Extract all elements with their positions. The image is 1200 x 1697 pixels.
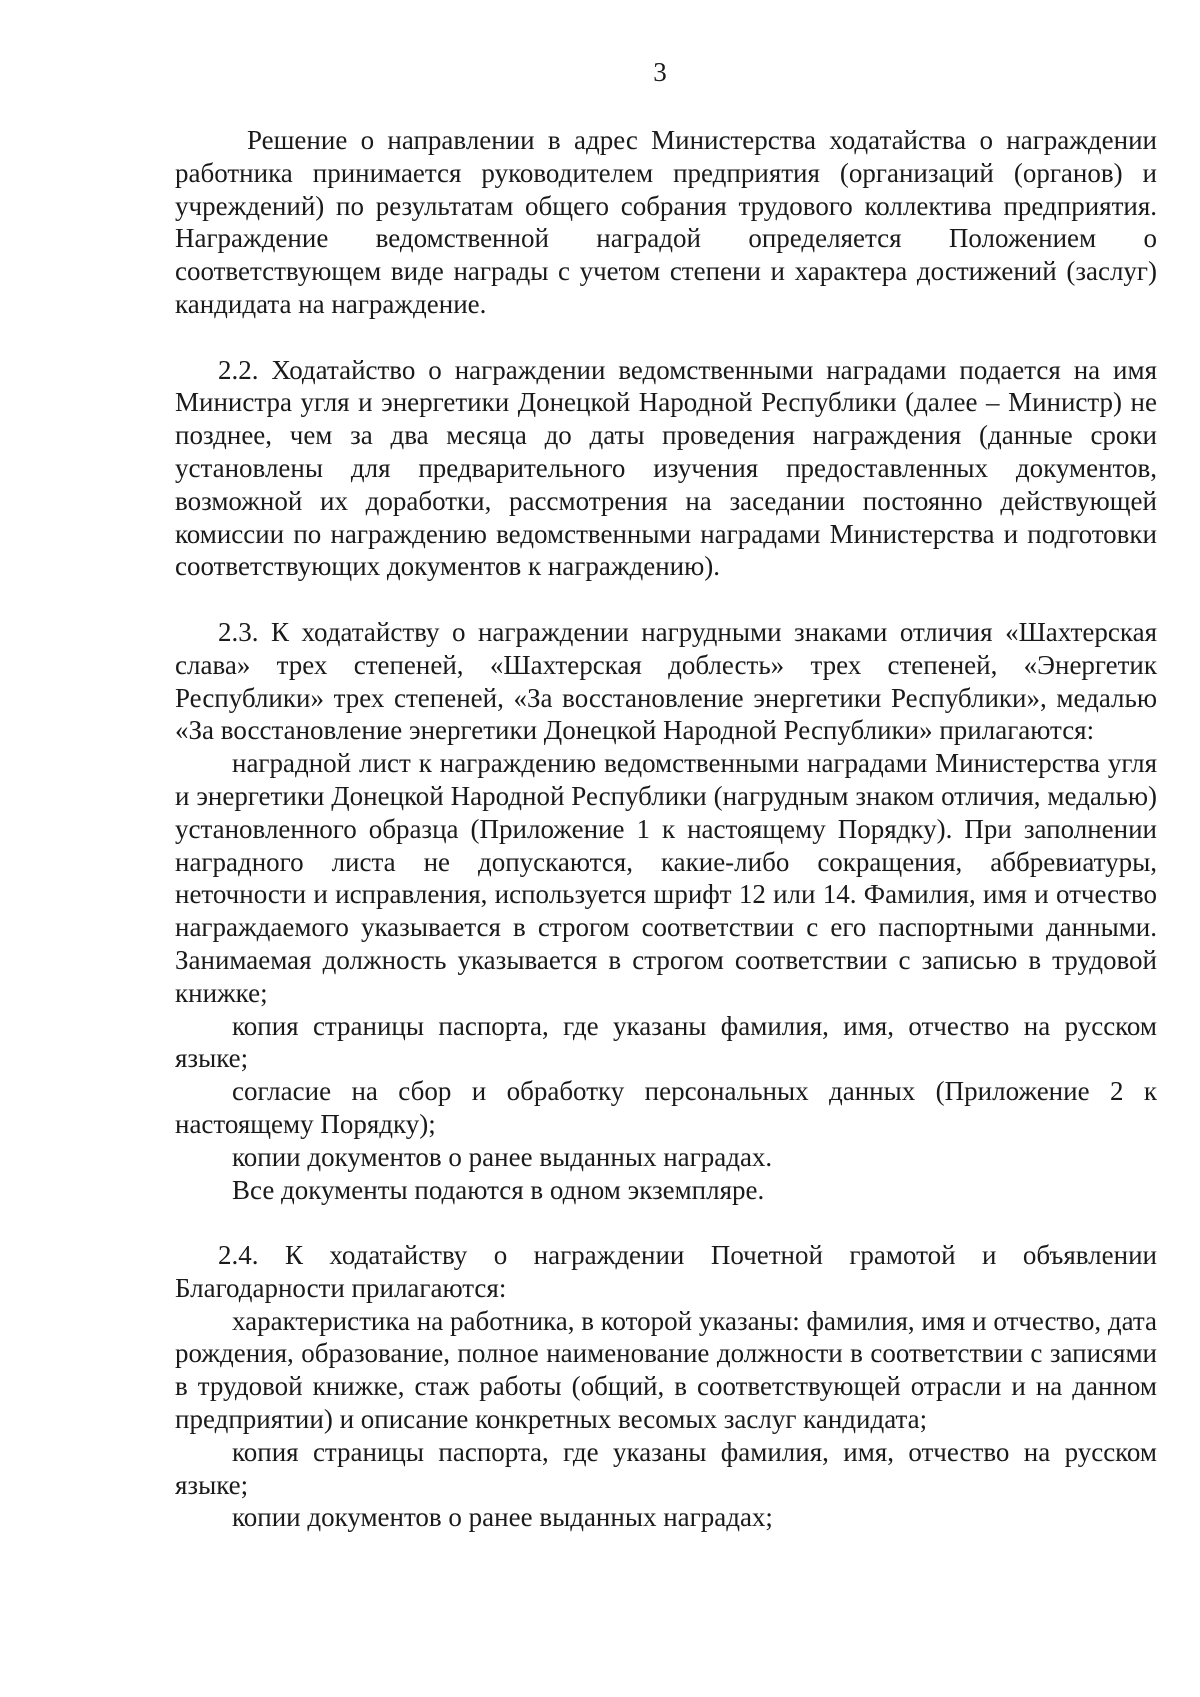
page-number: 3 (653, 57, 667, 87)
list-item-passport-copy-2: копия страницы паспорта, где указаны фамилия, имя, отчество на русском языке; (175, 1436, 1157, 1500)
single-copy-note: Все документы подаются в одном экземпляре. (232, 1174, 765, 1205)
paragraph-decision: Решение о направлении в адрес Министерства ходатайства о награждении работника принимается руководителем предприятия (организаций (органов) и учреждений) по результатам общего собрания трудового коллектива предприятия. Награждение ведомственной наградой определяется Положением о соответствующем виде награды с учетом степени и характера достижений (заслуг) кандидата на награждение. (175, 125, 1157, 319)
list-item-characteristics: характеристика на работника, в которой указаны: фамилия, имя и отчество, дата рождения, образование, полное наименование должности в соответствии с записями в трудовой книжке, стаж работы (общий, в соответствующей отрасли и на данном предприятии) и описание конкретных весомых заслуг кандидата; (175, 1305, 1157, 1435)
paragraph-gap (175, 1206, 1157, 1239)
section-2-2: 2.2. Ходатайство о награждении ведомственными наградами подается на имя Министра угля и энергетики Донецкой Народной Республики (далее – Министр) не позднее, чем за два месяца до даты проведения награждения (данные сроки установлены для предварительного изучения предоставленных документов, возможной их доработки, рассмотрения на заседании постоянно действующей комиссии по награждению ведомственными наградами Министерства и подготовки соответствующих документов к награждению). (175, 354, 1157, 582)
section-2-3: 2.3. К ходатайству о награждении нагрудными знаками отличия «Шахтерская слава» трех степеней, «Шахтерская доблесть» трех степеней, «Энергетик Республики» трех степеней, «За восстановление энергетики Республики», медалью «За восстановление энергетики Донецкой Народной Республики» прилагаются: (175, 616, 1157, 746)
list-item-previous-awards: копии документов о ранее выданных наградах. (232, 1141, 773, 1172)
paragraph-gap (175, 583, 1157, 616)
list-item-passport-copy: копия страницы паспорта, где указаны фамилия, имя, отчество на русском языке; (175, 1010, 1157, 1074)
list-item-award-sheet: наградной лист к награждению ведомственными наградами Министерства угля и энергетики Донецкой Народной Республики (нагрудным знаком отличия, медалью) установленного образца (Приложение 1 к настоящему Порядку). При заполнении наградного листа не допускаются, какие-либо сокращения, аббревиатуры, неточности и исправления, используется шрифт 12 или 14. Фамилия, имя и отчество награждаемого указывается в строгом соответствии с его паспортными данными. Занимаемая должность указывается в строгом соответствии с записью в трудовой книжке; (175, 748, 1157, 1008)
document-body (175, 124, 1157, 1534)
paragraph-gap (175, 321, 1157, 354)
list-item-previous-awards-2: копии документов о ранее выданных наградах; (232, 1502, 773, 1533)
section-2-4: 2.4. К ходатайству о награждении Почетной грамотой и объявлении Благодарности прилагаются: (175, 1240, 1157, 1303)
list-item-personal-data-consent: согласие на сбор и обработку персональных данных (Приложение 2 к настоящему Порядку); (175, 1076, 1157, 1139)
